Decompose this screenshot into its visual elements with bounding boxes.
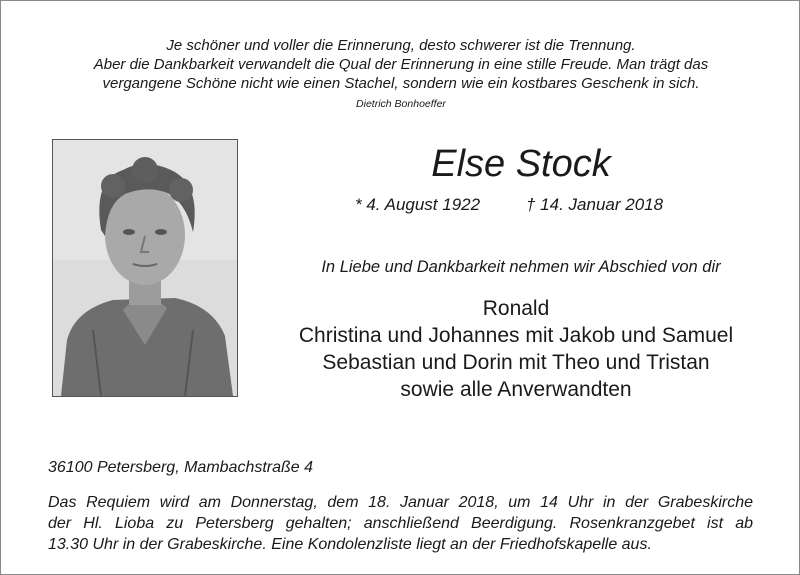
notice-line: 13.30 Uhr in der Grabeskirche. Eine Kondolenzliste liegt an der Friedhofskapelle aus. (48, 536, 652, 553)
deceased-name: Else Stock (431, 143, 611, 185)
mourner-line: Sebastian und Dorin mit Theo und Tristan (322, 351, 710, 374)
quote-line: Je schöner und voller die Erinnerung, desto schwerer ist die Trennung. (166, 37, 636, 54)
mourner-line: Christina und Johannes mit Jakob und Samuel (298, 324, 734, 347)
farewell-text: In Liebe und Dankbarkeit nehmen wir Abschied von dir (321, 258, 721, 276)
quote-author: Dietrich Bonhoeffer (356, 98, 446, 110)
quote-line: vergangene Schöne nicht wie einen Stachel, sondern wie ein kostbares Geschenk in sich. (102, 75, 700, 92)
mourner-line: sowie alle Anverwandten (400, 378, 632, 401)
mourner-line: Ronald (482, 297, 550, 320)
notice-line: Das Requiem wird am Donnerstag, dem 18. Januar 2018, um 14 Uhr in der Grabeskirche (48, 494, 753, 511)
death-date: † 14. Januar 2018 (526, 195, 664, 214)
mourners-list (261, 295, 771, 403)
quote (41, 36, 761, 93)
notice-line: der Hl. Lioba zu Petersberg gehalten; anschließend Beerdigung. Rosenkranzgebet ist ab (48, 515, 753, 532)
birth-date: * 4. August 1922 (355, 195, 481, 214)
address: 36100 Petersberg, Mambachstraße 4 (48, 459, 314, 476)
quote-line: Aber die Dankbarkeit verwandelt die Qual der Erinnerung in eine stille Freude. Man trägt das (93, 56, 709, 73)
portrait-photo (52, 139, 238, 397)
funeral-notice (48, 492, 753, 555)
portrait-image (53, 140, 237, 396)
